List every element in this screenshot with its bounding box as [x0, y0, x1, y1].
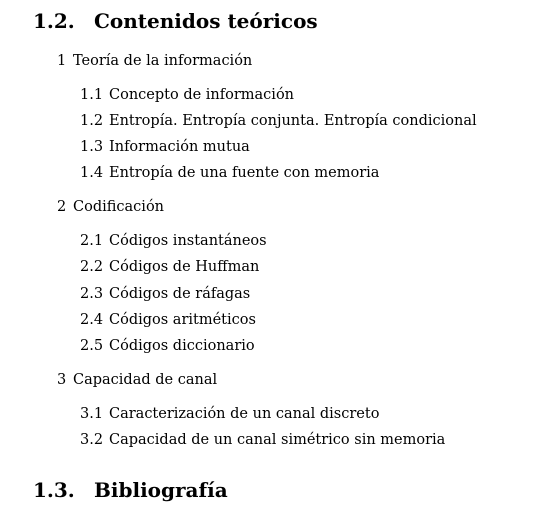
topic-teoria-informacion — [57, 52, 252, 70]
subtopic-number: 1.3 — [80, 139, 104, 155]
subtopic-2-4 — [80, 311, 256, 329]
subtopic-1-1 — [80, 86, 294, 104]
subtopic-title: Información mutua — [109, 139, 250, 155]
subtopic-title: Entropía de una fuente con memoria — [109, 165, 380, 181]
subtopic-number: 1.1 — [80, 87, 104, 103]
subtopic-number: 2.4 — [80, 312, 104, 328]
topic-title: Teoría de la información — [73, 53, 253, 69]
topic-number: 3 — [57, 372, 67, 388]
subtopic-title: Códigos de Huffman — [109, 259, 260, 275]
subtopic-title: Códigos instantáneos — [109, 233, 267, 249]
subtopic-title: Concepto de información — [109, 87, 295, 103]
section-heading-contenidos — [33, 9, 318, 33]
section-heading-bibliografia — [33, 478, 228, 502]
section-number: 1.2. — [33, 9, 75, 33]
subtopic-number: 2.2 — [80, 259, 104, 275]
section-title: Contenidos teóricos — [94, 9, 318, 33]
subtopic-number: 1.4 — [80, 165, 104, 181]
subtopic-title: Caracterización de un canal discreto — [109, 406, 380, 422]
section-number: 1.3. — [33, 478, 75, 502]
subtopic-number: 2.3 — [80, 286, 104, 302]
subtopic-1-2 — [80, 112, 477, 130]
section-title: Bibliografía — [94, 478, 228, 502]
topic-capacidad-canal — [57, 371, 217, 389]
subtopic-2-1 — [80, 232, 267, 250]
subtopic-2-5 — [80, 337, 255, 355]
topic-title: Codificación — [73, 199, 165, 215]
subtopic-3-2 — [80, 431, 445, 449]
topic-number: 1 — [57, 53, 67, 69]
subtopic-2-2 — [80, 258, 259, 276]
subtopic-title: Entropía. Entropía conjunta. Entropía condicional — [109, 113, 477, 129]
subtopic-number: 3.2 — [80, 432, 104, 448]
subtopic-number: 1.2 — [80, 113, 104, 129]
topic-number: 2 — [57, 199, 67, 215]
subtopic-number: 2.1 — [80, 233, 104, 249]
topic-codificacion — [57, 198, 164, 216]
subtopic-number: 3.1 — [80, 406, 104, 422]
subtopic-title: Capacidad de un canal simétrico sin memoria — [109, 432, 446, 448]
subtopic-1-3 — [80, 138, 250, 156]
topic-title: Capacidad de canal — [73, 372, 218, 388]
subtopic-1-4 — [80, 164, 379, 182]
subtopic-3-1 — [80, 405, 379, 423]
subtopic-title: Códigos diccionario — [109, 338, 255, 354]
subtopic-number: 2.5 — [80, 338, 104, 354]
subtopic-title: Códigos aritméticos — [109, 312, 256, 328]
subtopic-title: Códigos de ráfagas — [109, 286, 251, 302]
subtopic-2-3 — [80, 285, 250, 303]
